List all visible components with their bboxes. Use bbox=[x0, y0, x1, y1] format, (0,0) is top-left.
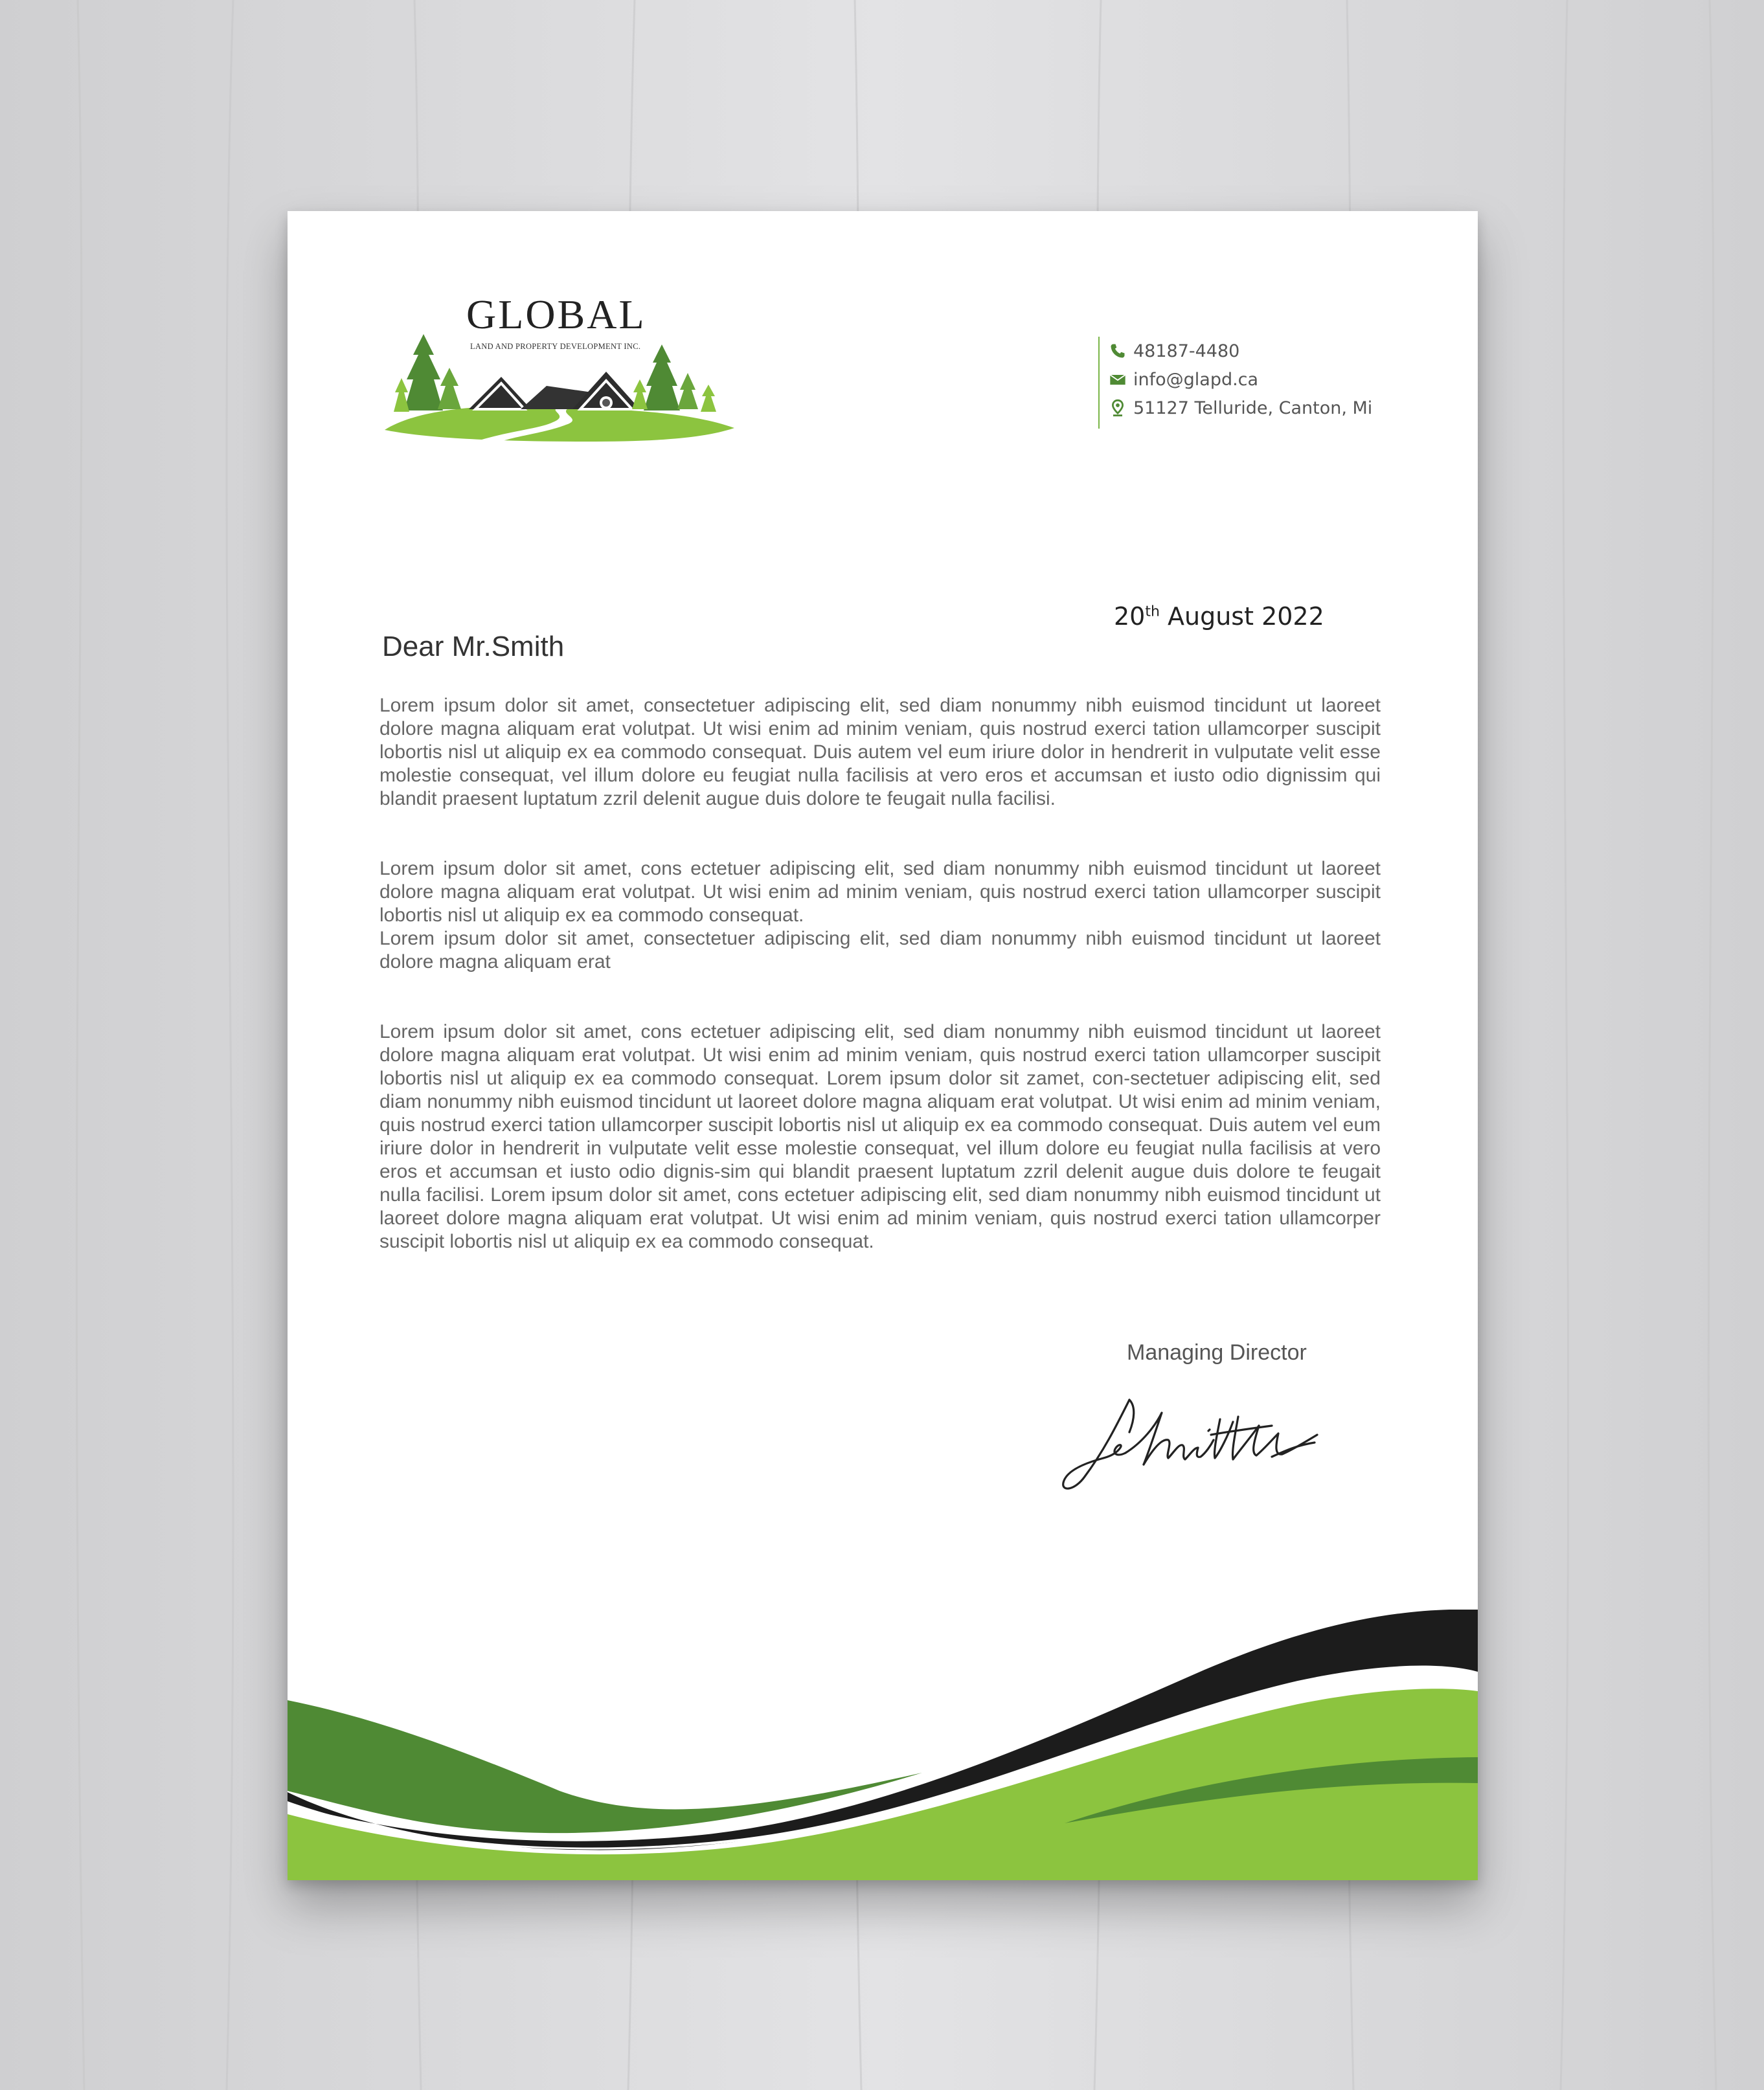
phone-icon bbox=[1109, 342, 1127, 360]
date-day: 20 bbox=[1114, 602, 1146, 631]
contact-address bbox=[1109, 394, 1372, 422]
date-month-year: August 2022 bbox=[1159, 602, 1324, 631]
location-pin-icon bbox=[1109, 399, 1127, 417]
salutation: Dear Mr.Smith bbox=[382, 631, 565, 662]
body-paragraph-1: Lorem ipsum dolor sit amet, consectetuer adipiscing elit, sed diam nonummy nibh euismod tincidunt ut laoreet dolore magna aliquam erat volutpat. Ut wisi enim ad minim veniam, quis nostrud exerci tation ullamcorper suscipit lobortis nisl ut aliquip ex ea commodo consequat. Duis autem vel eum iriure dolor in hendrerit in vulputate velit esse molestie consequat, vel illum dolore eu feugiat nulla facilisis at vero eros et accumsan et iusto odio dignissim qui blandit praesent luptatum zzril delenit augue duis dolore te feugait nulla facilisi. bbox=[379, 695, 1381, 809]
letterhead-page bbox=[288, 211, 1478, 1880]
contact-email bbox=[1109, 365, 1372, 394]
body-paragraph-2: Lorem ipsum dolor sit amet, cons ectetuer adipiscing elit, sed diam nonummy nibh euismod tincidunt ut laoreet dolore magna aliquam erat volutpat. Ut wisi enim ad minim veniam, quis nostrud exerci tation ullamcorper suscipit lobortis nisl ut aliquip ex ea commodo consequat. Lorem ipsum dolor sit amet, consectetuer adipiscing elit, sed diam nonummy nibh euismod tincidunt ut laoreet dolore magna aliquam erat bbox=[379, 858, 1381, 972]
letter-date bbox=[1114, 602, 1324, 631]
company-name: GLOBAL bbox=[466, 291, 646, 337]
contact-block bbox=[1098, 337, 1372, 429]
footer-wave-decoration bbox=[288, 1610, 1478, 1880]
signer-title: Managing Director bbox=[1127, 1340, 1307, 1365]
email-address: info@glapd.ca bbox=[1133, 369, 1259, 390]
street-address: 51127 Telluride, Canton, Mi bbox=[1133, 398, 1373, 418]
company-tagline: LAND AND PROPERTY DEVELOPMENT INC. bbox=[470, 342, 641, 351]
date-suffix: th bbox=[1145, 603, 1160, 620]
phone-number: 48187-4480 bbox=[1133, 341, 1240, 361]
contact-phone bbox=[1109, 337, 1372, 365]
handwritten-signature bbox=[1058, 1380, 1382, 1510]
envelope-icon bbox=[1109, 370, 1127, 388]
body-paragraph-3: Lorem ipsum dolor sit amet, cons ectetuer adipiscing elit, sed diam nonummy nibh euismod tincidunt ut laoreet dolore magna aliquam erat volutpat. Ut wisi enim ad minim veniam, quis nostrud exerci tation ullamcorper suscipit lobortis nisl ut aliquip ex ea commodo consequat. Lorem ipsum dolor sit zamet, con-sectetuer adipiscing elit, sed diam nonummy nibh euismod tincidunt ut laoreet dolore magna aliquam erat volutpat. Ut wisi enim ad minim veniam, quis nostrud exerci tation ullamcorper suscipit lobortis nisl ut aliquip ex ea commodo consequat. Duis autem vel eum iriure dolor in hendrerit in vulputate velit esse molestie consequat, vel illum dolore eu feugiat nulla facilisis at vero eros et accumsan et iusto odio dignis-sim qui blandit praesent luptatum zzril delenit augue duis dolore te feugait nulla facilisi. Lorem ipsum dolor sit amet, cons ectetuer adipiscing elit, sed diam nonummy nibh euismod tincidunt ut laoreet dolore magna aliquam erat volutpat. Ut wisi enim ad minim veniam, quis nostrud exerci tation ullamcorper suscipit lobortis nisl ut aliquip ex ea commodo consequat. bbox=[379, 1021, 1381, 1252]
